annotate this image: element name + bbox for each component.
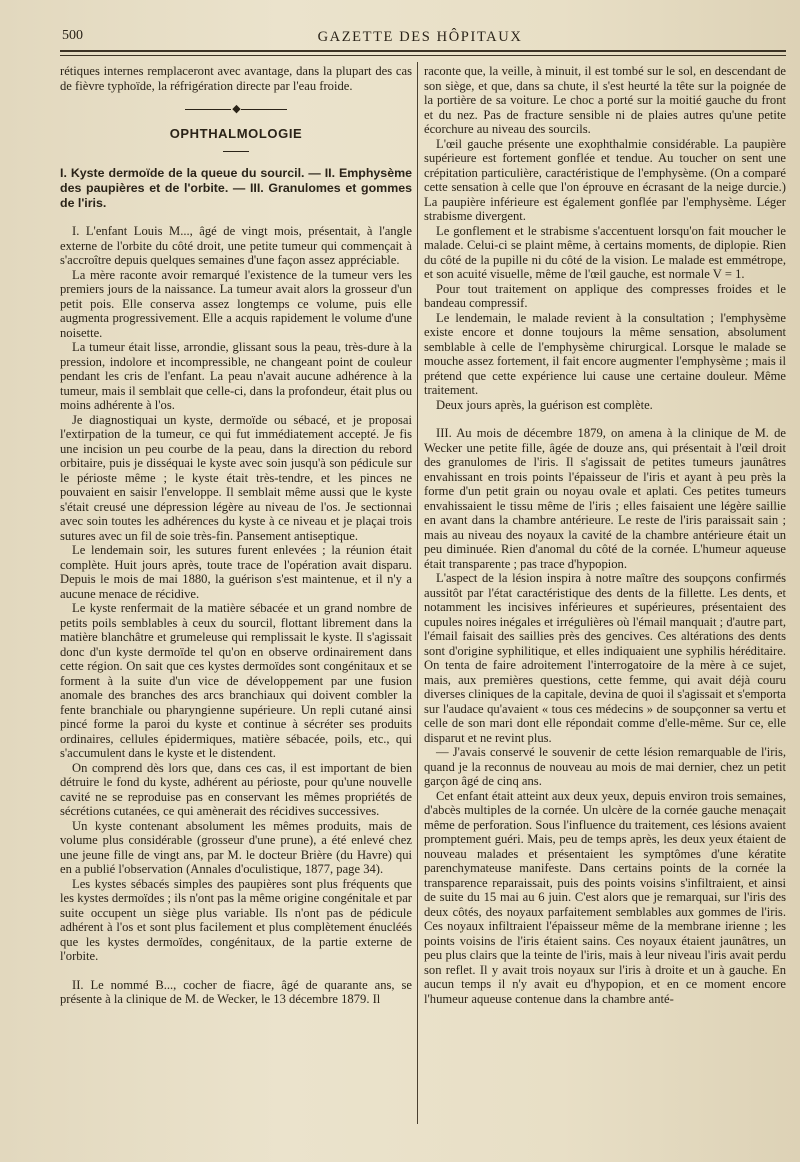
page-header — [60, 26, 780, 48]
body-paragraph: Le lendemain, le malade revient à la consultation ; l'emphysème existe encore et donne toujours la même sensation, absolument semblable à celle de l'emphysème chirurgical. Lorsque le malade se mouche assez fortement, il fait encore augmenter l'emphysème ; mais il prétend que cette expérience lui cause une certaine douleur. Même traitement. — [424, 310, 786, 397]
section-title: OPHTHALMOLOGIE — [169, 125, 303, 141]
body-paragraph: Le lendemain soir, les sutures furent enlevées ; la réunion était complète. Huit jours après, toute trace de l'opération avait disparu. Depuis le mois de mai 1880, la guérison s'est maintenue, et il n'y a aucune menace de récidive. — [60, 543, 412, 601]
body-paragraph: Un kyste contenant absolument les mêmes produits, mais de volume plus considérable (grosseur d'une prune), a été enlevé chez une jeune fille de vingt ans, par M. le docteur Brière (du Havre) qui en a publié l'observation (Annales d'oculistique, 1877, page 34). — [60, 818, 412, 876]
body-paragraph: Cet enfant était atteint aux deux yeux, depuis environ trois semaines, d'abcès multiples de la cornée. Un ulcère de la cornée gauche menaçait même de perforation. Sous l'influence du traitement, ces lésions avaient promptement guéri. Mais, peu de temps après, les deux yeux étaient de nouveau malades et présentaient les symptômes d'une kératite parenchymateuse manifeste. Dans certains points de la cornée la transparence reparaissait, puis des points voisins s'infiltraient, et ainsi de suite du 15 mai au 6 juin. C'est alors que je remarquai, sur l'iris des deux côtés, des noyaux parfaitement semblables aux gommes de l'iris. Ces noyaux infiltraient l'épaisseur même de la membrane irienne ; les points voisins de l'iris étaient sains. Ces noyaux étaient jaunâtres, un peu plus clairs que la teinte de l'iris, mais à leur niveau l'iris avait perdu son reflet. Il y avait trois noyaux sur l'iris à droite et un à gauche. En aucun temps il n'y avait eu d'hypopion, et en ce moment encore l'humeur aqueuse contenue dans la chambre anté- — [424, 788, 786, 1006]
left-column — [60, 64, 412, 1007]
body-paragraph: Le kyste renfermait de la matière sébacée et un grand nombre de petits poils semblables à ceux du sourcil, flottant librement dans la matière blanchâtre et grumeleuse qui remplissait le kyste. Il s'agissait donc d'un kyste dermoïde tel qu'on en observe ordinairement dans cette région. On sait que ces kystes dermoïdes sont congénitaux et se forment à la suite d'un vice de développement par une fusion anomale des branches des arcs branchiaux qui doivent combler la fente branchiale ou pharyngienne supérieure. Un repli cutané ainsi pincé forme la paroi du kyste et continue à sécréter ses produits ordinaires, cellules épidermiques, matière sébacée, poils, etc., qui s'accumulent dans le kyste et le distendent. — [60, 601, 412, 760]
body-paragraph: III. Au mois de décembre 1879, on amena à la clinique de M. de Wecker une petite fille, âgée de douze ans, qui présentait à l'œil droit des granulomes de l'iris. Il s'agissait de petites tumeurs jaunâtres envahissant en trois points l'épaisseur de l'iris et ayant à peu près la forme d'un petit grain ou noyau ovale et aplati. Ces petites tumeurs envahissaient le tissu même de l'iris ; elles faisaient une légère saillie en avant dans la chambre antérieure. Le reste de l'iris paraissait sain ; mais au niveau des noyaux la cavité de la chambre antérieure était un peu diminuée. Rien d'anomal du côté de la cornée. L'humeur aqueuse était transparente ; pas trace d'hypopion. — [424, 426, 786, 571]
page-number: 500 — [62, 28, 83, 43]
body-paragraph: Les kystes sébacés simples des paupières sont plus fréquents que les kystes dermoïdes ; ils n'ont pas la même origine congénitale et par suite occupent un siège plus variable. Ils n'ont pas de pédicule adhérent à l'os et sont plus facilement et plus complètement énucléés que les kystes dermoïdes, congénitaux, de la partie externe de l'orbite. — [60, 876, 412, 963]
body-paragraph: La tumeur était lisse, arrondie, glissant sous la peau, très-dure à la pression, indolore et incompressible, ne changeant point de couleur pendant les cris de l'enfant. La peau n'avait aucune adhérence à la tumeur, mais il semblait que celle-ci, dans la profondeur, était plus ou moins adhérente à l'os. — [60, 340, 412, 412]
body-paragraph: La mère raconte avoir remarqué l'existence de la tumeur vers les premiers jours de la naissance. La tumeur avait alors la grosseur d'un petit pois. Elle conserva assez longtemps ce volume, puis elle augmenta progressivement. Elle a acquis rapidement le volume d'une noisette. — [60, 267, 412, 340]
case-heading: I. Kyste dermoïde de la queue du sourcil. — II. Emphysème des paupières et de l'orbite. — III. Granulomes et gommes de l'iris. — [60, 166, 412, 210]
body-paragraph: Je diagnostiquai un kyste, dermoïde ou sébacé, et je proposai l'extirpation de la tumeur, ce qui fut immédiatement accepté. Je fis une incision un peu courbe de la peau, dans la direction du rebord orbitaire, puis je disséquai le kyste avec soin jusqu'à son pédicule sur le périoste même ; le kyste était très-tendre, et les pinces ne pouvaient en saisir l'enveloppe. Il semblait même aussi que le kyste s'était creusé une dépression légère au niveau de l'os. Je sectionnai avec soin toutes les adhérences du kyste à ce niveau et je plaçai trois sutures avec un fil de soie très-fin. Pansement antiseptique. — [60, 412, 412, 543]
closing-paragraph: II. Le nommé B..., cocher de fiacre, âgé de quarante ans, se présente à la clinique de M. de Wecker, le 13 décembre 1879. Il — [60, 977, 412, 1006]
body-paragraph: L'aspect de la lésion inspira à notre maître des soupçons confirmés aussitôt par l'état caractéristique des dents de la fillette. Les dents, et notamment les incisives inférieures et supérieures, présentaient des cupules noires inégales et irrégulières où l'émail manquait ; d'autre part, l'émail faisait des saillies près des gencives. Ces altérations des dents sont d'origine syphilitique, et elles indiquaient une syphilis héréditaire. On tenta de faire adroitement l'interrogatoire de la mère à ce sujet, mais, aux premières questions, cette femme, qui avait déjà couru diverses cliniques de la capitale, devina de quoi il s'agissait et s'emporta sur l'audace qu'avaient « tous ces médecins » de soupçonner sa vertu et celle de son mari dont elle répondait comme d'elle-même. Sur ce, elle disparut et ne revint plus. — [424, 571, 786, 745]
body-paragraph: Deux jours après, la guérison est complète. — [436, 397, 653, 412]
body-paragraph: On comprend dès lors que, dans ces cas, il est important de bien détruire le fond du kyste, adhérent au périoste, pour qu'une nouvelle cavité ne se reproduise pas en conservant les mêmes propriétés de sécrétions cutanées, ce qui amènerait des récidives successives. — [60, 760, 412, 818]
journal-title: GAZETTE DES HÔPITAUX — [317, 29, 523, 45]
right-column — [424, 64, 786, 1006]
body-paragraph: I. L'enfant Louis M..., âgé de vingt mois, présentait, à l'angle externe de l'orbite du côté droit, une petite tumeur qui commençait à s'accroître depuis quelques semaines d'une façon assez appréciable. — [60, 224, 412, 267]
body-paragraph: Pour tout traitement on applique des compresses froides et le bandeau compressif. — [424, 281, 786, 310]
body-paragraph: raconte que, la veille, à minuit, il est tombé sur le sol, en descendant de son siège, et que, dans sa chute, il s'est heurté la tête sur la poignée de la portière de sa voiture. Le choc a porté sur la moitié gauche du front et du nez. Pas de fracture sensible ni de plaies autres qu'une petite écorchure au niveau des sourcils. — [424, 64, 786, 136]
spacer — [60, 964, 412, 978]
spacer — [424, 412, 786, 426]
body-paragraph: — J'avais conservé le souvenir de cette lésion remarquable de l'iris, quand je la reconnus de nouveau au mois de mai dernier, chez un petit garçon âgé de cinq ans. — [424, 745, 786, 788]
intro-paragraph: rétiques internes remplaceront avec avantage, dans la plupart des cas de fièvre typhoïde, la réfrigération directe par l'eau froide. — [60, 64, 412, 93]
column-divider — [417, 62, 418, 1124]
body-paragraph: Le gonflement et le strabisme s'accentuent lorsqu'on fait moucher le malade. Celui-ci se plaint même, à certains moments, de diplopie. Rien du côté de la pupille ni du côté de la vision. Le malade est emmétrope, et son acuité visuelle, même de l'œil gauche, est normale V = 1. — [424, 223, 786, 281]
body-paragraph: L'œil gauche présente une exophthalmie considérable. La paupière supérieure est fortement gonflée et tendue. Au toucher on sent une crépitation particulière, caractéristique de l'emphysème. (On a comparé cette sensation à celle que l'on éprouve en écrasant de la neige durcie.) La paupière inférieure est également gonflée par l'emphysème. Léger strabisme divergent. — [424, 136, 786, 223]
section-ornament: ◆ — [60, 102, 412, 117]
header-rule — [60, 50, 786, 52]
header-rule-thin — [60, 55, 786, 56]
section-rule — [223, 151, 249, 152]
